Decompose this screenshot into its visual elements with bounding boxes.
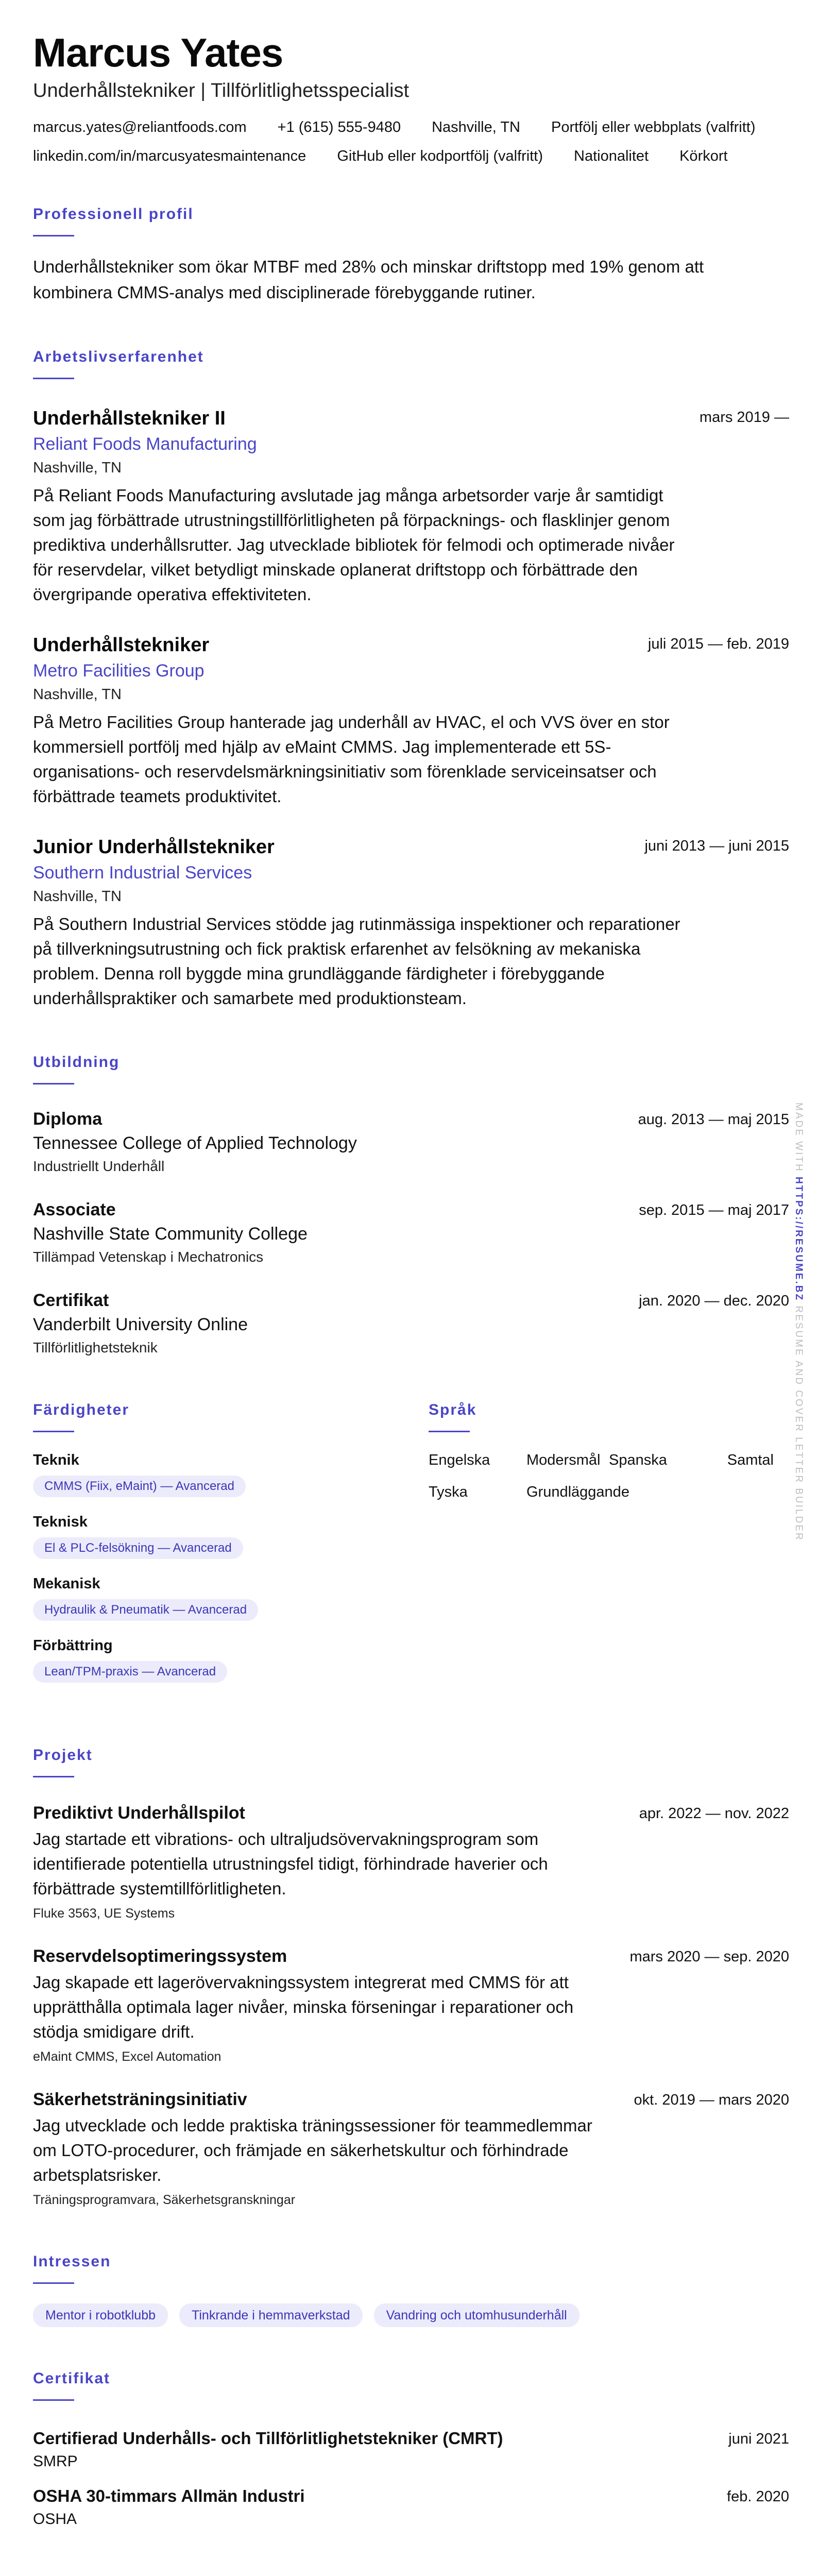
profile-section: [33, 204, 789, 306]
watermark-suffix: RESUME AND COVER LETTER BUILDER: [793, 1306, 804, 1541]
language-name: Tyska: [429, 1484, 468, 1500]
project-description: Jag utvecklade och ledde praktiska träningssessioner för teammedlemmar om LOTO-procedurer, och främjade en säkerhetskultur och förhindrade arbetsplatsrisker.: [33, 2116, 592, 2184]
language-name: Spanska: [609, 1452, 667, 1468]
section-rule: [33, 2399, 74, 2401]
section-rule: [33, 378, 74, 379]
interest-chip: Tinkrande i hemmaverkstad: [179, 2303, 363, 2327]
skills-languages-row: [33, 1400, 789, 1730]
interest-chip: Vandring och utomhusunderhåll: [374, 2303, 580, 2327]
project-date: apr. 2022 — nov. 2022: [639, 1805, 789, 1822]
education-entry: [33, 1107, 789, 1177]
experience-description: På Southern Industrial Services stödde jag rutinmässiga inspektioner och reparationer på tillverkningsutrustning och fick praktisk erfarenhet av felsökning av mekaniska problem. Denna roll byggde mina grundläggande färdigheter i förebyggande underhållspraktiker och samarbete med produktionsteam.: [33, 914, 680, 1008]
education-school: Vanderbilt University Online: [33, 1315, 248, 1334]
project-name: Säkerhetsträningsinitiativ: [33, 2090, 247, 2109]
project-date: mars 2020 — sep. 2020: [629, 1948, 789, 1965]
experience-date: juni 2013 — juni 2015: [644, 838, 789, 854]
certificate-date: feb. 2020: [727, 2488, 789, 2505]
section-title-interests: Intressen: [33, 2253, 111, 2270]
section-rule: [33, 2282, 74, 2284]
project-date: okt. 2019 — mars 2020: [634, 2092, 789, 2108]
project-entry: [33, 2088, 789, 2210]
certificate-entry: [33, 2427, 789, 2473]
language-list: [429, 1450, 789, 1502]
contact-phone[interactable]: +1 (615) 555-9480: [277, 119, 401, 135]
project-entry: [33, 1801, 789, 1924]
section-title-skills: Färdigheter: [33, 1401, 130, 1418]
experience-description: På Metro Facilities Group hanterade jag underhåll av HVAC, el och VVS över en stor kommersiell portfölj med hjälp av eMaint CMMS. Jag implementerade ett 5S-organisations- och reservdelsmärkningsinitiativ som förenklade serviceinsatser och förbättrade teamets produktivitet.: [33, 713, 670, 806]
experience-role: Underhållstekniker II: [33, 408, 226, 429]
contact-linkedin[interactable]: linkedin.com/in/marcusyatesmaintenance: [33, 148, 306, 164]
certificate-name: Certifierad Underhålls- och Tillförlitlighetstekniker (CMRT): [33, 2429, 503, 2448]
skill-category: Mekanisk: [33, 1575, 100, 1592]
section-rule: [33, 1083, 74, 1084]
certificate-date: juni 2021: [728, 2431, 789, 2447]
project-entry: [33, 1944, 789, 2067]
section-title-certificates: Certifikat: [33, 2370, 111, 2387]
skill-category: Förbättring: [33, 1637, 113, 1654]
skill-chip: El & PLC-felsökning — Avancerad: [33, 1537, 243, 1559]
interest-list: [33, 2303, 789, 2327]
contact-location: Nashville, TN: [432, 119, 520, 135]
experience-description: På Reliant Foods Manufacturing avslutade jag många arbetsorder varje år samtidigt som jag förbättrade utrustningstillförlitligheten på förpacknings- och flasklinjer genom prediktiva underhållsrutter. Jag utvecklade bibliotek för felmodi och optimerade nivåer för reservdelar, vilket betydligt minskade oplanerat driftstopp och förbättrade den övergripande operativa effektiviteten.: [33, 486, 675, 604]
education-entry: [33, 1198, 789, 1268]
skill-chip: Lean/TPM-praxis — Avancerad: [33, 1661, 227, 1683]
section-title-profile: Professionell profil: [33, 206, 194, 223]
projects-section: [33, 1745, 789, 2210]
language-level: Grundläggande: [526, 1484, 629, 1500]
contact-list: [33, 116, 789, 167]
section-title-projects: Projekt: [33, 1747, 93, 1764]
certificate-issuer: SMRP: [33, 2453, 78, 2470]
language-level: Samtal: [727, 1452, 774, 1468]
education-field: Tillämpad Vetenskap i Mechatronics: [33, 1249, 264, 1265]
watermark-link[interactable]: HTTPS://RESUME.BZ: [793, 1177, 804, 1302]
project-description: Jag startade ett vibrations- och ultraljudsövervakningsprogram som identifierade potentiella utrustningsfel tidigt, förhindrade haverier och förbättrade systemtillförlitligheten.: [33, 1829, 548, 1898]
interests-section: [33, 2251, 789, 2327]
project-description: Jag skapade ett lagerövervakningssystem integrerat med CMMS för att upprätthålla optimala lager nivåer, minska förseningar i reparationer och stödja smidigare drift.: [33, 1973, 574, 2041]
skill-group: [33, 1635, 394, 1683]
experience-entry: [33, 834, 789, 1011]
project-name: Reservdelsoptimeringssystem: [33, 1946, 287, 1966]
profile-summary: Underhållstekniker som ökar MTBF med 28% och minskar driftstopp med 19% genom att kombinera CMMS-analys med disciplinerade förebyggande rutiner.: [33, 257, 704, 302]
skill-category: Teknik: [33, 1452, 79, 1468]
resume-header: [33, 29, 789, 167]
experience-date: juli 2015 — feb. 2019: [647, 636, 789, 652]
certificate-issuer: OSHA: [33, 2511, 77, 2528]
language-name: Engelska: [429, 1452, 490, 1468]
experience-entry: [33, 405, 789, 607]
contact-license: Körkort: [679, 148, 728, 164]
experience-location: Nashville, TN: [33, 460, 122, 476]
resume-page: [33, 29, 789, 2531]
contact-github[interactable]: GitHub eller kodportfölj (valfritt): [337, 148, 543, 164]
education-entry: [33, 1289, 789, 1359]
certificate-name: OSHA 30-timmars Allmän Industri: [33, 2486, 305, 2505]
language-level: Modersmål: [526, 1452, 601, 1468]
skill-group: [33, 1512, 394, 1559]
education-date: sep. 2015 — maj 2017: [639, 1202, 789, 1218]
section-title-languages: Språk: [429, 1401, 477, 1418]
experience-date: mars 2019 —: [699, 409, 789, 426]
experience-company: Reliant Foods Manufacturing: [33, 434, 257, 454]
languages-section: [429, 1400, 789, 1502]
section-rule: [33, 1776, 74, 1777]
contact-email[interactable]: marcus.yates@reliantfoods.com: [33, 119, 247, 135]
project-name: Prediktivt Underhållspilot: [33, 1803, 245, 1823]
education-school: Tennessee College of Applied Technology: [33, 1133, 357, 1153]
education-degree: Associate: [33, 1200, 116, 1219]
experience-company: Southern Industrial Services: [33, 863, 252, 883]
skill-group: [33, 1450, 394, 1497]
section-title-education: Utbildning: [33, 1054, 120, 1071]
education-degree: Diploma: [33, 1109, 103, 1129]
education-date: aug. 2013 — maj 2015: [638, 1111, 789, 1128]
experience-company: Metro Facilities Group: [33, 661, 204, 681]
experience-location: Nashville, TN: [33, 686, 122, 703]
skills-section: [33, 1400, 394, 1683]
certificate-entry: [33, 2484, 789, 2531]
experience-entry: [33, 632, 789, 809]
education-section: [33, 1052, 789, 1359]
section-rule: [33, 235, 74, 236]
experience-location: Nashville, TN: [33, 888, 122, 905]
section-rule: [429, 1431, 470, 1432]
candidate-headline: Underhållstekniker | Tillförlitlighetsspecialist: [33, 80, 410, 101]
project-tech: Träningsprogramvara, Säkerhetsgranskningar: [33, 2193, 296, 2207]
education-field: Industriellt Underhåll: [33, 1158, 165, 1174]
certificates-section: [33, 2368, 789, 2531]
skill-category: Teknisk: [33, 1514, 88, 1530]
experience-role: Junior Underhållstekniker: [33, 836, 275, 858]
contact-nationality: Nationalitet: [574, 148, 649, 164]
experience-section: [33, 347, 789, 1011]
experience-role: Underhållstekniker: [33, 634, 210, 656]
project-tech: eMaint CMMS, Excel Automation: [33, 2049, 221, 2064]
builder-watermark: [793, 1103, 815, 1541]
candidate-name: Marcus Yates: [33, 30, 283, 75]
contact-portfolio[interactable]: Portfölj eller webbplats (valfritt): [551, 119, 756, 135]
education-date: jan. 2020 — dec. 2020: [639, 1293, 789, 1309]
section-rule: [33, 1431, 74, 1432]
skill-group: [33, 1573, 394, 1621]
education-degree: Certifikat: [33, 1291, 109, 1310]
project-tech: Fluke 3563, UE Systems: [33, 1906, 175, 1921]
education-field: Tillförlitlighetsteknik: [33, 1340, 158, 1355]
section-title-experience: Arbetslivserfarenhet: [33, 348, 204, 365]
watermark-prefix: MADE WITH: [793, 1103, 804, 1173]
interest-chip: Mentor i robotklubb: [33, 2303, 168, 2327]
education-school: Nashville State Community College: [33, 1224, 308, 1244]
skill-chip: Hydraulik & Pneumatik — Avancerad: [33, 1599, 258, 1621]
skill-chip: CMMS (Fiix, eMaint) — Avancerad: [33, 1476, 246, 1497]
